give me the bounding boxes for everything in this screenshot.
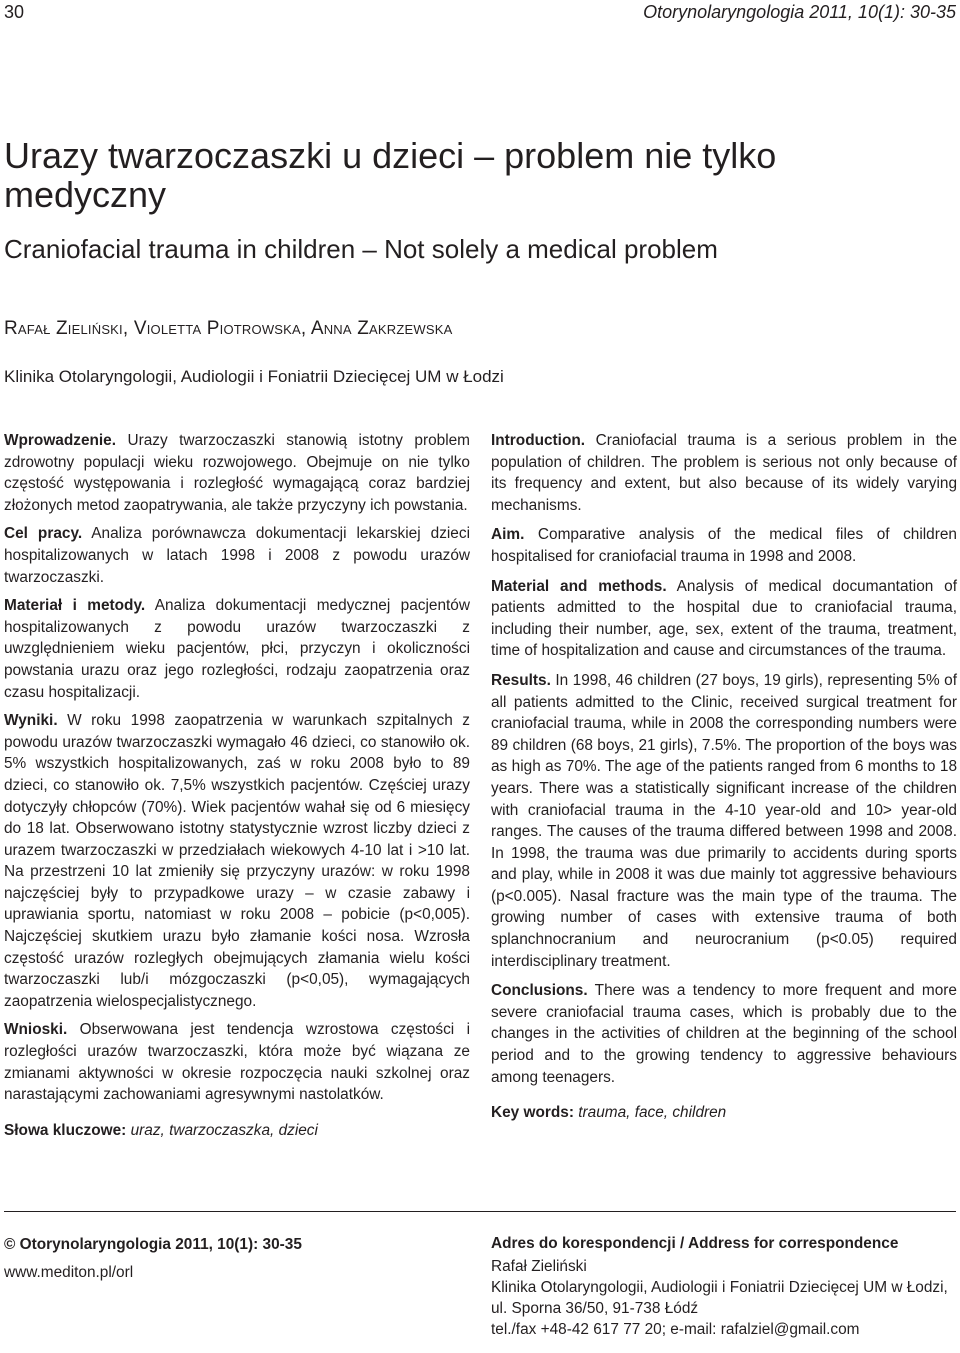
article-title: Urazy twarzoczaszki u dzieci – problem nie tylko medyczny [4,135,777,215]
pl-results-text: W roku 1998 zaopatrzenia w warunkach szpitalnych z powodu urazów twarzoczaszki wymagało 46 dzieci, co stanowiło ok. 5% wszystkich hospitalizowanych, zaś w roku 2008 było to 89 dzieci, co stanowiło ok. 7,5% wszystkich pacjentów. Częściej urazy dotyczyły chłopców (70%). Wiek pacjentów wahał się od 6 miesięcy do 18 lat. Obserwowano istotny statystycznie wzrost liczby dzieci z urazem twarzoczaszki w przedziałach wiekowych 4-10 lat i >10 lat. Na przestrzeni 10 lat zmieniły się przyczyny urazów: w roku 1998 najczęściej były to przypadkowe urazy – w czasie zabawy i uprawiania sportu, natomiast w roku 2008 – pobicie (p<0,005). Najczęściej skutkiem urazu było złamanie kości nosa. Wzrosła częstość urazów rozległych obejmujących złamania wielu kości twarzoczaszki lub/i mózgoczaszki (p<0,05), wymagających zaopatrzenia wielospecjalistycznego. [4,712,470,1010]
en-introduction-label: Introduction. [491,432,586,449]
en-keywords [491,1102,957,1124]
pl-introduction [4,430,470,516]
abstract-english [491,430,957,1132]
author-list: Rafał Zieliński, Violetta Piotrowska, Anna Zakrzewska [4,318,453,339]
en-results-label: Results. [491,671,551,689]
journal-reference: Otorynolaryngologia 2011, 10(1): 30-35 [643,2,956,22]
pl-results-label: Wyniki. [4,712,58,730]
footer-citation [4,1233,464,1285]
pl-methods-label: Materiał i metody. [4,597,146,615]
footer-divider [4,1211,956,1212]
pl-aim-label: Cel pracy. [4,525,83,543]
correspondence-contact: tel./fax +48-42 617 77 20; e-mail: rafalziel@gmail.com [491,1321,860,1338]
en-introduction [491,430,957,516]
pl-results [4,710,470,1012]
correspondence-block [491,1233,957,1340]
abstract-polish [4,430,470,1148]
page-number: 30 [4,2,25,22]
pl-keywords-label: Słowa kluczowe: [4,1121,127,1139]
correspondence-name: Rafał Zieliński [491,1258,587,1275]
pl-aim-text: Analiza porównawcza dokumentacji lekarskiej dzieci hospitalizowanych w latach 1998 i 2008 z powodu urazów twarzoczaszki. [4,525,470,586]
en-results [491,670,957,972]
pl-keywords-text: uraz, twarzoczaszka, dzieci [130,1121,318,1139]
en-aim-text: Comparative analysis of the medical files of children hospitalised for craniofacial trauma in 1998 and 2008. [491,526,957,565]
en-conclusions [491,980,957,1088]
article-subtitle: Craniofacial trauma in children – Not solely a medical problem [4,234,718,264]
en-conclusions-text: There was a tendency to more frequent and more severe craniofacial trauma cases, which is probably due to the changes in the activities of children at the beginning of the school period and to the growing tendency to aggressive behaviours among teenagers. [491,982,957,1086]
pl-conclusions-label: Wnioski. [4,1021,68,1039]
pl-methods-text: Analiza dokumentacji medycznej pacjentów hospitalizowanych z powodu urazów twarzoczaszki z uwzględnieniem wieku pacjentów, płci, przyczyn i okoliczności powstania urazu oraz jego rozległości, rodzaju zaopatrzenia oraz czasu hospitalizacji. [4,597,470,701]
en-methods-text: Analysis of medical documantation of patients admitted to the hospital due to craniofacial trauma, including their number, age, sex, extent of the trauma, treatment, time of hospitalization and cause and circumstances of the trauma. [491,577,957,660]
pl-aim [4,523,470,588]
page-header [0,0,960,36]
pl-keywords [4,1120,470,1142]
copyright-line: © Otorynolaryngologia 2011, 10(1): 30-35 [4,1236,302,1253]
en-methods [491,576,957,662]
pl-conclusions-text: Obserwowana jest tendencja wzrostowa częstości i rozległości urazów twarzoczaszki, która może być wiązana ze zmianami aktywności w okresie rozpoczęcia nauki szkolnej oraz narastającymi zachowaniami agresywnymi nastolatków. [4,1021,470,1104]
pl-conclusions [4,1019,470,1105]
en-aim-label: Aim. [491,526,525,544]
en-methods-label: Material and methods. [491,577,667,595]
journal-website-link[interactable]: www.mediton.pl/orl [4,1264,134,1281]
en-keywords-text: trauma, face, children [578,1104,727,1122]
pl-introduction-text: Urazy twarzoczaszki stanowią istotny problem zdrowotny populacji wieku rozwojowego. Obejmuje on nie tylko częstość występowania i rozległość wymagającą coraz bardziej złożonych metod zaopatrywania, ale także przyczyny ich powstania. [4,432,470,514]
correspondence-heading: Adres do korespondencji / Address for correspondence [491,1235,899,1252]
pl-introduction-label: Wprowadzenie. [4,432,117,449]
pl-methods [4,595,470,703]
correspondence-address: Klinika Otolaryngologii, Audiologii i Foniatrii Dziecięcej UM w Łodzi, ul. Sporna 36/50, 91-738 Łódź [491,1279,948,1317]
en-keywords-label: Key words: [491,1104,574,1122]
affiliation: Klinika Otolaryngologii, Audiologii i Foniatrii Dziecięcej UM w Łodzi [4,367,504,386]
en-introduction-text: Craniofacial trauma is a serious problem in the population of children. The problem is serious not only because of its frequency and extent, but also because of its widely varying mechanisms. [491,432,957,514]
en-results-text: In 1998, 46 children (27 boys, 19 girls), representing 5% of all patients admitted to the Clinic, received surgical treatment for craniofacial trauma, while in 2008 the corresponding numbers were 89 children (68 boys, 21 girls), 7.5%. The proportion of the boys was as high as 70%. The age of the patients ranged from 6 months to 18 years. There was a statistically significant increase of the children with craniofacial trauma in the 4-10 year-old and 10> year-old ranges. The causes of the trauma differed between 1998 and 2008. In 1998, the trauma was due primarily to accidents during sports and play, while in 2008 it was due mainly tot aggressive behaviours (p<0.005). Nasal fracture was the main type of the trauma. The growing number of cases with extensive trauma of both splanchnocranium and neurocranium (p<0.05) required interdisciplinary treatment. [491,671,957,970]
en-conclusions-label: Conclusions. [491,982,588,1000]
en-aim [491,524,957,567]
